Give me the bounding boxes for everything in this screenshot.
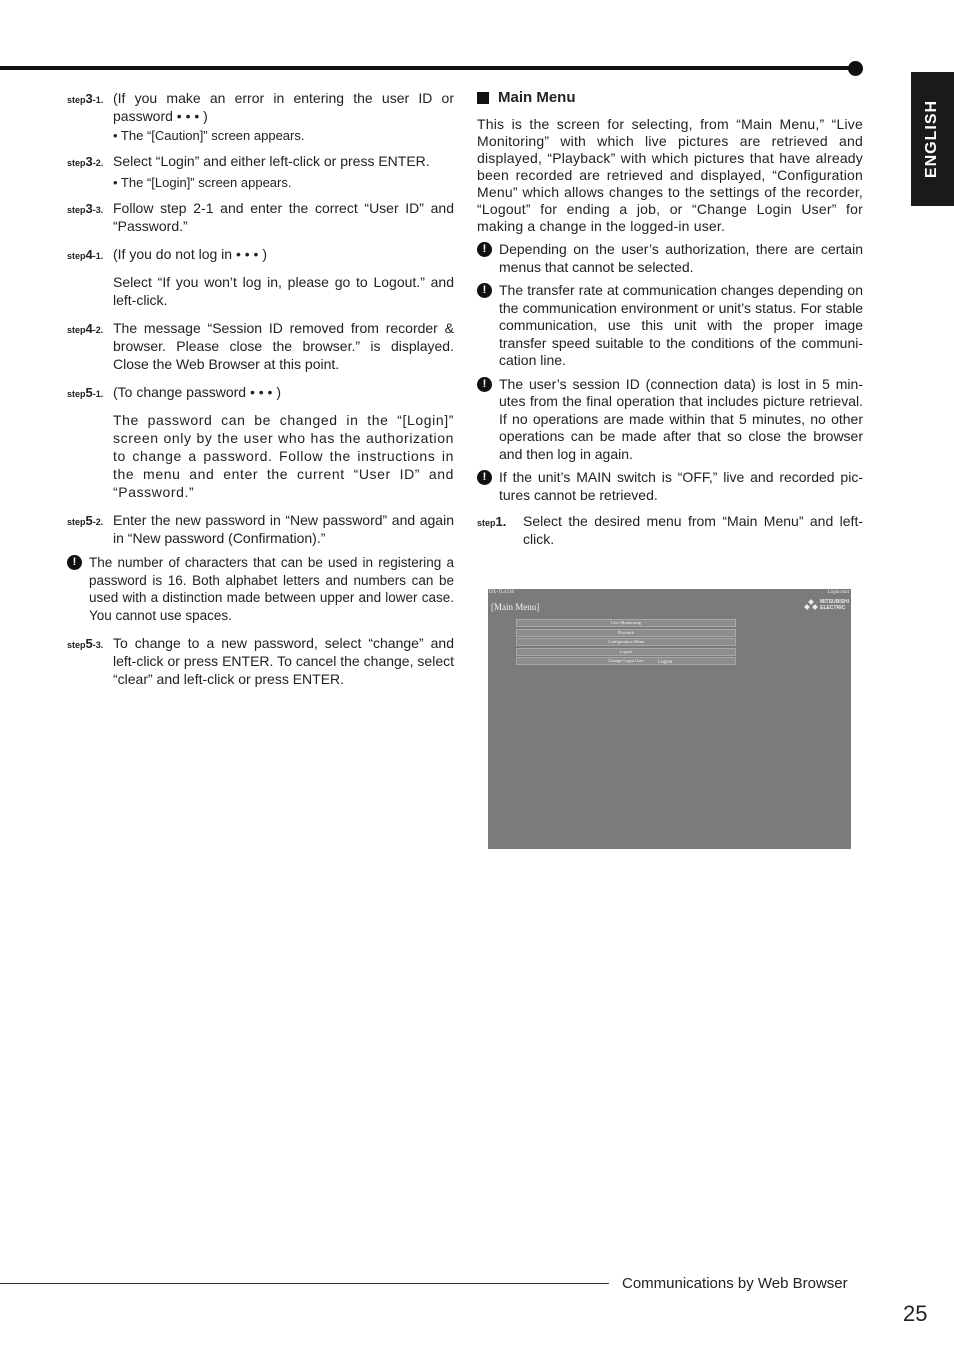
step-5-2: step5-2. Enter the new password in “New password” and again in “New password (Confirmation).” — [67, 512, 454, 546]
footer-title: Communications by Web Browser — [622, 1275, 848, 1292]
step-1: step1. Select the desired menu from “Main Menu” and left-click. — [477, 513, 863, 547]
section-heading: Main Menu — [477, 89, 863, 106]
left-column — [67, 89, 454, 690]
brand-logo: MITSUBISHI ELECTRIC — [804, 599, 849, 611]
step-4-2: step4-2. The message “Session ID removed from recorder & browser. Please close the browser.” is displayed. Close the Web Browser at this point. — [67, 320, 454, 372]
caution-note: ! If the unit’s MAIN switch is “OFF,” live and recorded pic- tures cannot be retrieved. — [477, 469, 863, 504]
three-diamonds-icon — [804, 600, 818, 610]
menu-item-live-monitoring[interactable]: Live Monitoring — [516, 619, 736, 627]
caution-note: ! The transfer rate at communication changes depending on the communication environment or unit’s status. For stable communication, use this unit with the proper image transfer speed suitable to the conditions of the communi- cation line. — [477, 282, 863, 370]
caution-icon: ! — [477, 470, 492, 485]
bullet: • The “[Caution]” screen appears. — [113, 128, 305, 143]
footer-rule — [0, 1283, 609, 1284]
top-rule-dot — [848, 61, 863, 76]
right-column — [477, 89, 863, 550]
bullet: • The “[Login]” screen appears. — [113, 175, 292, 190]
step-3-1: step3-1. (If you make an error in entering the user ID or password • • • ) — [67, 90, 454, 124]
menu-item-change-login-user[interactable]: Change Login User — [516, 657, 736, 665]
step-4-1: step4-1. (If you do not log in • • • ) — [67, 246, 267, 262]
step-5-1-continued: The password can be changed in the “[Login]” screen only by the user who has the authorization to change a password. Follow the instructions in the menu and enter the current “User ID” and “Password.” — [113, 412, 454, 500]
caution-icon: ! — [477, 377, 492, 392]
step-4-1-continued: Select “If you won’t log in, please go to Logout.” and left-click. — [113, 274, 454, 308]
heading-square-icon — [477, 92, 489, 104]
top-rule — [0, 66, 856, 70]
page-number: 25 — [903, 1301, 928, 1326]
menu-item-configuration[interactable]: Configuration Menu — [516, 638, 736, 646]
step-5-1: step5-1. (To change password • • • ) — [67, 384, 281, 400]
screen-menu — [516, 619, 736, 667]
caution-note: ! Depending on the user’s authorization, there are certain menus that cannot be selected. — [477, 241, 863, 276]
menu-item-playback[interactable]: Playback — [516, 629, 736, 637]
screen-model: DX-TL4516 — [489, 590, 514, 595]
intro-paragraph: This is the screen for selecting, from “Main Menu,” “Live Monitoring” with which live pictures are retrieved and displayed, “Playback” with which pictures that have already been recorded are retrieved and displayed, “Configuration Menu” which allows changes to the settings of the recorder, “Logout” for ending a job, or “Change Login User” for making a change in the logged-in user. — [477, 116, 863, 234]
menu-item-logout[interactable]: Logout — [516, 648, 736, 656]
language-tab — [911, 72, 954, 206]
step-3-3: step3-3. Follow step 2-1 and enter the correct “User ID” and “Password.” — [67, 200, 454, 234]
language-tab-label: ENGLISH — [923, 99, 941, 179]
screen-logout-link[interactable]: Logout — [658, 660, 673, 665]
caution-icon: ! — [477, 283, 492, 298]
caution-icon: ! — [477, 242, 492, 257]
caution-icon: ! — [67, 555, 82, 570]
caution-note: ! The user’s session ID (connection data) is lost in 5 min- utes from the final operation that includes picture retrieval. If no operations are made within that 5 minutes, no other operations can be made after that so close the browser and then log in again. — [477, 376, 863, 464]
caution-note: ! The number of characters that can be used in registering a password is 16. Both alphabet letters and numbers can be used with a distinction made between upper and lower case. You cannot use spaces. — [67, 554, 454, 624]
screen-login: Login:root — [827, 590, 849, 595]
screen-title: [Main Menu] — [491, 602, 540, 612]
main-menu-screenshot — [488, 589, 851, 849]
step-5-3: step5-3. To change to a new password, select “change” and left-click or press ENTER. To cancel the change, select “clear” and left-click or press ENTER. — [67, 635, 454, 687]
step-3-2: step3-2. Select “Login” and either left-click or press ENTER. — [67, 153, 430, 169]
